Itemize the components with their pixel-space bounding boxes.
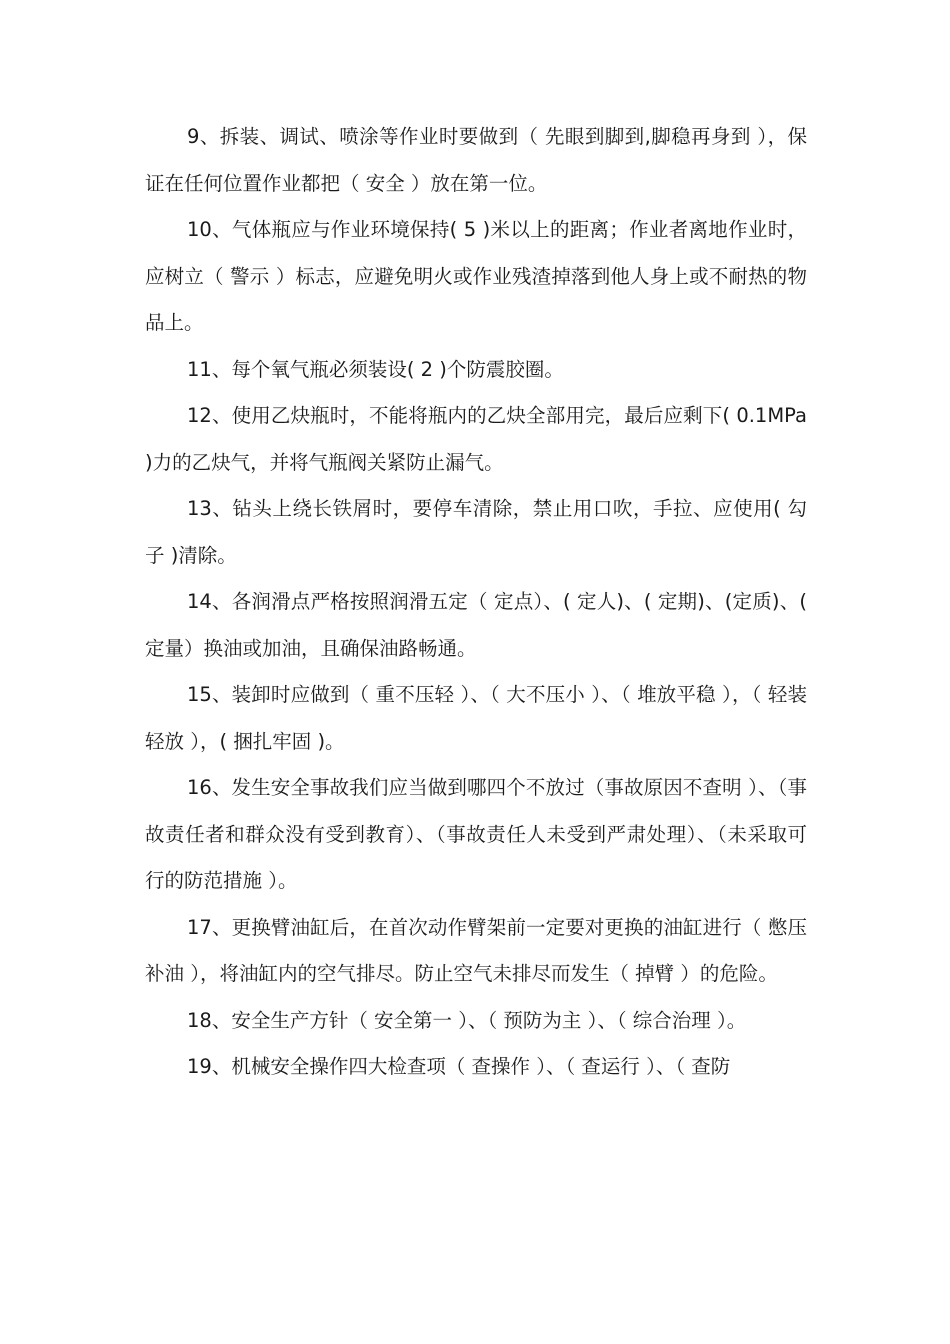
question-15: 15、装卸时应做到（ 重不压轻 ）、（ 大不压小 ）、（ 堆放平稳 ），（ 轻装轻放 ），( 捆扎牢固 )。 xyxy=(145,683,807,753)
question-14: 14、各润滑点严格按照润滑五定（ 定点）、( 定人)、( 定期)、(定质)、( 定量）换油或加油，且确保油路畅通。 xyxy=(145,590,807,660)
document-body xyxy=(145,114,807,1091)
question-9: 9、拆装、调试、喷涂等作业时要做到（ 先眼到脚到,脚稳再身到 ），保证在任何位置作业都把（ 安全 ）放在第一位。 xyxy=(145,125,807,195)
question-16: 16、发生安全事故我们应当做到哪四个不放过（事故原因不查明 ）、（事故责任者和群众没有受到教育）、（事故责任人未受到严肃处理）、（未采取可行的防范措施 ）。 xyxy=(145,776,807,892)
question-13: 13、钻头上绕长铁屑时，要停车清除，禁止用口吹，手拉、应使用( 勾子 )清除。 xyxy=(145,497,807,567)
question-11: 11、每个氧气瓶必须装设( 2 )个防震胶圈。 xyxy=(187,357,564,381)
question-10: 10、气体瓶应与作业环境保持( 5 )米以上的距离；作业者离地作业时，应树立（ 警示 ）标志，应避免明火或作业残渣掉落到他人身上或不耐热的物品上。 xyxy=(145,218,807,334)
question-19: 19、机械安全操作四大检查项（ 查操作 ）、（ 查运行 ）、（ 查防 xyxy=(187,1055,731,1078)
question-18: 18、安全生产方针（ 安全第一 ）、（ 预防为主 ）、（ 综合治理 ）。 xyxy=(187,1008,747,1032)
question-12: 12、使用乙炔瓶时，不能将瓶内的乙炔全部用完，最后应剩下( 0.1MPa )力的乙炔气，并将气瓶阀关紧防止漏气。 xyxy=(145,404,807,474)
question-17: 17、更换臂油缸后，在首次动作臂架前一定要对更换的油缸进行（ 憋压补油 ），将油缸内的空气排尽。防止空气未排尽而发生（ 掉臂 ）的危险。 xyxy=(145,915,807,985)
